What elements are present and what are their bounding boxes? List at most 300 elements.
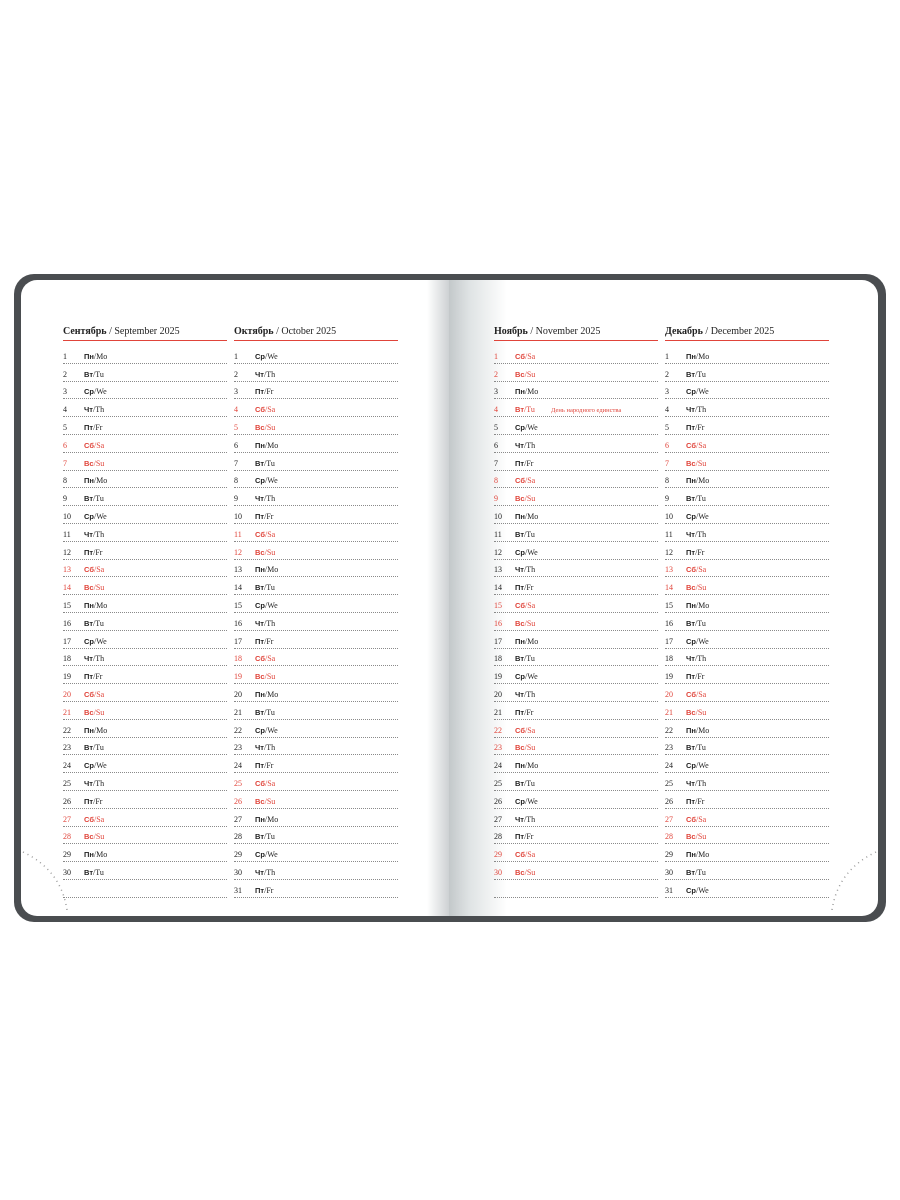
- day-row: [665, 524, 829, 542]
- weekday-en: Fr: [697, 422, 705, 432]
- weekday: Пн/Mo: [255, 440, 279, 450]
- weekday: Сб/Sa: [515, 850, 536, 860]
- day-row: [665, 827, 829, 845]
- day-number: 27: [234, 814, 242, 824]
- day-number: 4: [63, 405, 67, 415]
- day-row: [63, 720, 227, 738]
- day-number: 15: [63, 600, 71, 610]
- weekday: Ср/We: [515, 422, 538, 432]
- weekday-en: Th: [266, 618, 276, 628]
- day-row: [665, 791, 829, 809]
- weekday-ru: Чт: [255, 867, 264, 877]
- day-row: [665, 471, 829, 489]
- weekday: Вт/Tu: [686, 867, 706, 877]
- weekday: Вт/Tu: [515, 405, 535, 415]
- weekday-en: Sa: [96, 565, 105, 575]
- weekday: Вс/Su: [686, 832, 707, 842]
- weekday-en: We: [698, 511, 709, 521]
- weekday: Чт/Th: [84, 529, 105, 539]
- day-row: [234, 471, 398, 489]
- day-number: 29: [63, 850, 71, 860]
- weekday-en: Su: [266, 547, 276, 557]
- day-row: [63, 649, 227, 667]
- day-row: [234, 720, 398, 738]
- day-number: 27: [665, 814, 673, 824]
- weekday-ru: Чт: [686, 405, 695, 415]
- weekday: Вт/Tu: [686, 494, 706, 504]
- day-number: 28: [494, 832, 502, 842]
- day-row: [234, 542, 398, 560]
- weekday-ru: Ср: [84, 511, 94, 521]
- day-number: 7: [63, 458, 67, 468]
- day-row: [494, 755, 658, 773]
- day-row: [665, 631, 829, 649]
- weekday: Вт/Tu: [515, 654, 535, 664]
- day-row: [63, 595, 227, 613]
- weekday-en: Sa: [267, 529, 276, 539]
- day-number: 5: [494, 422, 498, 432]
- day-number: 8: [494, 476, 498, 486]
- day-number: 6: [63, 440, 67, 450]
- day-row: [665, 684, 829, 702]
- day-number: 11: [494, 529, 502, 539]
- weekday: Пн/Mo: [686, 725, 710, 735]
- weekday: Вс/Su: [515, 867, 536, 877]
- weekday-ru: Вт: [686, 369, 695, 379]
- weekday-en: We: [267, 850, 278, 860]
- day-row: [494, 809, 658, 827]
- month-title-en: December 2025: [710, 326, 775, 337]
- weekday-ru: Чт: [255, 743, 264, 753]
- day-row: [234, 382, 398, 400]
- day-row: [63, 382, 227, 400]
- day-number: 19: [63, 672, 71, 682]
- weekday-en: Su: [266, 422, 276, 432]
- day-row: [234, 364, 398, 382]
- day-number: 20: [234, 689, 242, 699]
- weekday: Ср/We: [515, 796, 538, 806]
- day-row: [665, 364, 829, 382]
- day-row: [665, 613, 829, 631]
- weekday-en: Sa: [698, 689, 707, 699]
- day-number: 23: [665, 743, 673, 753]
- day-row: [494, 453, 658, 471]
- weekday: Вт/Tu: [686, 618, 706, 628]
- day-number: 9: [665, 494, 669, 504]
- weekday-ru: Вт: [84, 618, 93, 628]
- weekday-en: Su: [526, 369, 536, 379]
- weekday-ru: Вт: [686, 743, 695, 753]
- weekday: Чт/Th: [255, 494, 276, 504]
- weekday-en: Su: [95, 707, 105, 717]
- weekday-ru: Сб: [686, 814, 696, 824]
- day-number: 16: [494, 618, 502, 628]
- weekday-ru: Пт: [255, 761, 265, 771]
- weekday-en: Su: [697, 832, 707, 842]
- day-number: 25: [494, 778, 502, 788]
- weekday-en: Mo: [96, 476, 108, 486]
- weekday-ru: Ср: [686, 761, 696, 771]
- month-title-en: September 2025: [114, 326, 180, 337]
- weekday-en: Fr: [266, 511, 274, 521]
- weekday-ru: Пн: [686, 600, 696, 610]
- weekday: Пт/Fr: [255, 511, 274, 521]
- weekday-ru: Пн: [255, 814, 265, 824]
- day-number: 6: [665, 440, 669, 450]
- weekday-en: Mo: [96, 600, 108, 610]
- day-number: 20: [665, 689, 673, 699]
- day-list: [63, 346, 227, 898]
- weekday-en: Fr: [266, 387, 274, 397]
- weekday: Сб/Sa: [686, 814, 707, 824]
- weekday-en: Tu: [266, 707, 275, 717]
- day-number: 29: [494, 850, 502, 860]
- weekday: Ср/We: [255, 351, 278, 361]
- weekday-ru: Чт: [515, 689, 524, 699]
- weekday-ru: Сб: [515, 850, 525, 860]
- weekday: Вт/Tu: [686, 369, 706, 379]
- weekday-ru: Пн: [84, 600, 94, 610]
- weekday-ru: Вс: [686, 583, 696, 593]
- day-number: 31: [234, 885, 242, 895]
- weekday-ru: Сб: [686, 440, 696, 450]
- weekday-ru: Пт: [515, 707, 525, 717]
- day-number: 11: [665, 529, 673, 539]
- weekday-en: Tu: [95, 867, 104, 877]
- weekday: Чт/Th: [84, 654, 105, 664]
- day-list: [494, 346, 658, 898]
- day-number: 14: [494, 583, 502, 593]
- weekday-ru: Ср: [255, 351, 265, 361]
- weekday-ru: Чт: [84, 778, 93, 788]
- day-number: 13: [494, 565, 502, 575]
- weekday-en: Su: [266, 672, 276, 682]
- weekday-en: Su: [526, 743, 536, 753]
- weekday-en: Su: [526, 867, 536, 877]
- weekday-ru: Пт: [84, 796, 94, 806]
- day-number: 9: [494, 494, 498, 504]
- weekday-ru: Ср: [686, 387, 696, 397]
- weekday-ru: Пн: [515, 511, 525, 521]
- day-number: 16: [665, 618, 673, 628]
- day-row: [494, 524, 658, 542]
- weekday: Сб/Sa: [515, 351, 536, 361]
- weekday: Сб/Sa: [84, 565, 105, 575]
- day-number: 25: [63, 778, 71, 788]
- day-row: [63, 506, 227, 524]
- day-number: 5: [63, 422, 67, 432]
- day-row: [63, 524, 227, 542]
- day-number: 19: [234, 672, 242, 682]
- weekday-ru: Ср: [515, 422, 525, 432]
- day-row: [665, 453, 829, 471]
- day-number: 5: [234, 422, 238, 432]
- weekday-ru: Чт: [515, 440, 524, 450]
- weekday: Пт/Fr: [515, 583, 534, 593]
- day-row: [63, 755, 227, 773]
- weekday: Пн/Mo: [686, 600, 710, 610]
- weekday-ru: Вт: [84, 867, 93, 877]
- weekday-en: Tu: [95, 618, 104, 628]
- weekday-en: Tu: [95, 494, 104, 504]
- weekday-en: Fr: [526, 707, 534, 717]
- day-number: 14: [63, 583, 71, 593]
- day-number: 18: [494, 654, 502, 664]
- weekday: Вт/Tu: [515, 529, 535, 539]
- weekday-en: Su: [526, 494, 536, 504]
- weekday: Вт/Tu: [255, 458, 275, 468]
- weekday-ru: Сб: [255, 778, 265, 788]
- weekday-en: Tu: [697, 743, 706, 753]
- day-row: [234, 880, 398, 898]
- day-row: [234, 346, 398, 364]
- day-number: 21: [63, 707, 71, 717]
- weekday: Пт/Fr: [686, 547, 705, 557]
- weekday-en: Su: [697, 707, 707, 717]
- weekday-en: Th: [95, 529, 105, 539]
- day-row: [494, 382, 658, 400]
- day-row: [234, 560, 398, 578]
- month-title-ru: Октябрь: [234, 326, 274, 337]
- day-number: 10: [494, 511, 502, 521]
- day-row: [234, 684, 398, 702]
- day-row: [63, 542, 227, 560]
- day-row: [665, 649, 829, 667]
- weekday-ru: Сб: [515, 351, 525, 361]
- weekday-en: We: [267, 351, 278, 361]
- weekday-ru: Вт: [515, 529, 524, 539]
- holiday-label: День народного единства: [551, 407, 622, 415]
- weekday: Чт/Th: [515, 814, 536, 824]
- weekday-ru: Ср: [84, 387, 94, 397]
- day-row: [665, 542, 829, 560]
- day-row: [63, 862, 227, 880]
- day-number: 24: [63, 761, 71, 771]
- day-number: 13: [665, 565, 673, 575]
- weekday-en: We: [96, 636, 107, 646]
- weekday-en: We: [698, 636, 709, 646]
- month-october: [234, 326, 398, 898]
- weekday-ru: Ср: [255, 476, 265, 486]
- weekday: Пт/Fr: [515, 707, 534, 717]
- day-number: 18: [63, 654, 71, 664]
- month-december: [665, 326, 829, 898]
- weekday-ru: Чт: [255, 369, 264, 379]
- weekday: Пн/Mo: [515, 511, 539, 521]
- weekday: Пт/Fr: [255, 761, 274, 771]
- day-number: 30: [665, 867, 673, 877]
- day-row: [234, 399, 398, 417]
- day-row: [234, 506, 398, 524]
- day-number: 17: [234, 636, 242, 646]
- weekday-ru: Сб: [515, 476, 525, 486]
- weekday: Пт/Fr: [515, 832, 534, 842]
- weekday-ru: Вс: [515, 494, 525, 504]
- weekday-en: We: [267, 725, 278, 735]
- weekday-ru: Пн: [515, 387, 525, 397]
- day-row: [494, 435, 658, 453]
- right-page: [449, 280, 878, 916]
- day-row: [494, 613, 658, 631]
- spine-shadow: [427, 280, 449, 916]
- weekday-en: Mo: [698, 351, 710, 361]
- weekday-ru: Сб: [515, 600, 525, 610]
- weekday-en: Fr: [95, 796, 103, 806]
- weekday-en: Fr: [526, 458, 534, 468]
- day-row: [494, 417, 658, 435]
- weekday: Вс/Su: [515, 369, 536, 379]
- day-number: 23: [234, 743, 242, 753]
- day-row: [665, 738, 829, 756]
- weekday-en: Fr: [526, 583, 534, 593]
- weekday-ru: Пт: [515, 458, 525, 468]
- day-number: 14: [665, 583, 673, 593]
- weekday-ru: Пт: [255, 387, 265, 397]
- weekday-en: Su: [95, 832, 105, 842]
- weekday-en: Su: [95, 458, 105, 468]
- weekday: Чт/Th: [686, 778, 707, 788]
- weekday-en: Sa: [96, 814, 105, 824]
- day-number: 11: [234, 529, 242, 539]
- weekday-ru: Чт: [84, 529, 93, 539]
- weekday: Ср/We: [686, 636, 709, 646]
- weekday-en: We: [527, 796, 538, 806]
- month-title-en: October 2025: [281, 326, 337, 337]
- weekday-ru: Вс: [84, 832, 94, 842]
- weekday: Пн/Mo: [515, 636, 539, 646]
- weekday-ru: Вс: [255, 672, 265, 682]
- day-number: 1: [234, 351, 238, 361]
- weekday-en: Tu: [697, 867, 706, 877]
- weekday-en: Mo: [527, 511, 539, 521]
- day-row: [665, 506, 829, 524]
- day-number: 19: [494, 672, 502, 682]
- weekday: Вс/Su: [84, 707, 105, 717]
- weekday-en: Th: [266, 369, 276, 379]
- weekday-ru: Пт: [515, 583, 525, 593]
- day-row: [234, 773, 398, 791]
- day-row: [494, 827, 658, 845]
- day-number: 22: [234, 725, 242, 735]
- day-number: 18: [234, 654, 242, 664]
- weekday-ru: Сб: [84, 440, 94, 450]
- day-row: [665, 399, 829, 417]
- weekday-en: Sa: [527, 476, 536, 486]
- day-row: [665, 809, 829, 827]
- weekday: Сб/Sa: [84, 814, 105, 824]
- day-row: [234, 577, 398, 595]
- day-number: 3: [494, 387, 498, 397]
- day-number: 7: [494, 458, 498, 468]
- weekday-ru: Ср: [515, 796, 525, 806]
- weekday-en: Tu: [266, 583, 275, 593]
- month-title-en: November 2025: [535, 326, 601, 337]
- weekday-en: We: [96, 761, 107, 771]
- weekday: Сб/Sa: [515, 725, 536, 735]
- weekday-ru: Чт: [515, 814, 524, 824]
- month-title: [63, 326, 227, 341]
- day-number: 21: [665, 707, 673, 717]
- weekday: Сб/Sa: [84, 440, 105, 450]
- day-row: [63, 488, 227, 506]
- weekday: Чт/Th: [515, 689, 536, 699]
- weekday-en: Tu: [526, 405, 535, 415]
- day-number: 16: [234, 618, 242, 628]
- weekday-ru: Вс: [515, 867, 525, 877]
- weekday-en: Tu: [95, 743, 104, 753]
- weekday-ru: Пн: [84, 850, 94, 860]
- day-number: 28: [63, 832, 71, 842]
- day-row: [494, 631, 658, 649]
- day-number: 17: [665, 636, 673, 646]
- weekday-en: Su: [697, 458, 707, 468]
- day-row: [63, 684, 227, 702]
- weekday-en: Th: [526, 689, 536, 699]
- day-row: [234, 613, 398, 631]
- weekday: Вт/Tu: [84, 743, 104, 753]
- weekday-en: We: [527, 672, 538, 682]
- weekday: Пн/Mo: [84, 476, 108, 486]
- day-list: [665, 346, 829, 898]
- day-number: 25: [234, 778, 242, 788]
- weekday-ru: Сб: [255, 654, 265, 664]
- weekday-en: Sa: [267, 778, 276, 788]
- day-row: [63, 417, 227, 435]
- weekday-en: Sa: [698, 814, 707, 824]
- weekday-ru: Сб: [686, 689, 696, 699]
- day-row: [234, 417, 398, 435]
- day-row: [494, 577, 658, 595]
- weekday: Сб/Sa: [515, 600, 536, 610]
- weekday: Пн/Mo: [255, 565, 279, 575]
- weekday-en: Th: [697, 529, 707, 539]
- day-row: [494, 791, 658, 809]
- weekday: Сб/Sa: [255, 529, 276, 539]
- weekday-ru: Чт: [515, 565, 524, 575]
- weekday-en: Fr: [95, 672, 103, 682]
- weekday-ru: Ср: [255, 850, 265, 860]
- weekday-ru: Пн: [686, 476, 696, 486]
- blank-row: [63, 880, 227, 898]
- weekday-ru: Сб: [84, 689, 94, 699]
- day-row: [63, 702, 227, 720]
- weekday: Пт/Fr: [255, 387, 274, 397]
- weekday: Ср/We: [686, 387, 709, 397]
- weekday: Чт/Th: [686, 529, 707, 539]
- weekday-en: Mo: [267, 814, 279, 824]
- day-number: 5: [665, 422, 669, 432]
- weekday: Вт/Tu: [515, 778, 535, 788]
- weekday: Сб/Sa: [686, 565, 707, 575]
- weekday: Ср/We: [686, 511, 709, 521]
- weekday: Пт/Fr: [84, 796, 103, 806]
- weekday-ru: Пн: [255, 565, 265, 575]
- day-number: 11: [63, 529, 71, 539]
- day-row: [494, 542, 658, 560]
- weekday: Вт/Tu: [84, 494, 104, 504]
- weekday-ru: Чт: [84, 654, 93, 664]
- day-row: [63, 773, 227, 791]
- day-number: 13: [234, 565, 242, 575]
- weekday-ru: Ср: [84, 636, 94, 646]
- day-number: 6: [234, 440, 238, 450]
- weekday: Чт/Th: [255, 618, 276, 628]
- weekday-ru: Чт: [686, 778, 695, 788]
- day-number: 10: [665, 511, 673, 521]
- weekday: Вс/Su: [515, 618, 536, 628]
- day-number: 25: [665, 778, 673, 788]
- weekday: Вт/Tu: [84, 867, 104, 877]
